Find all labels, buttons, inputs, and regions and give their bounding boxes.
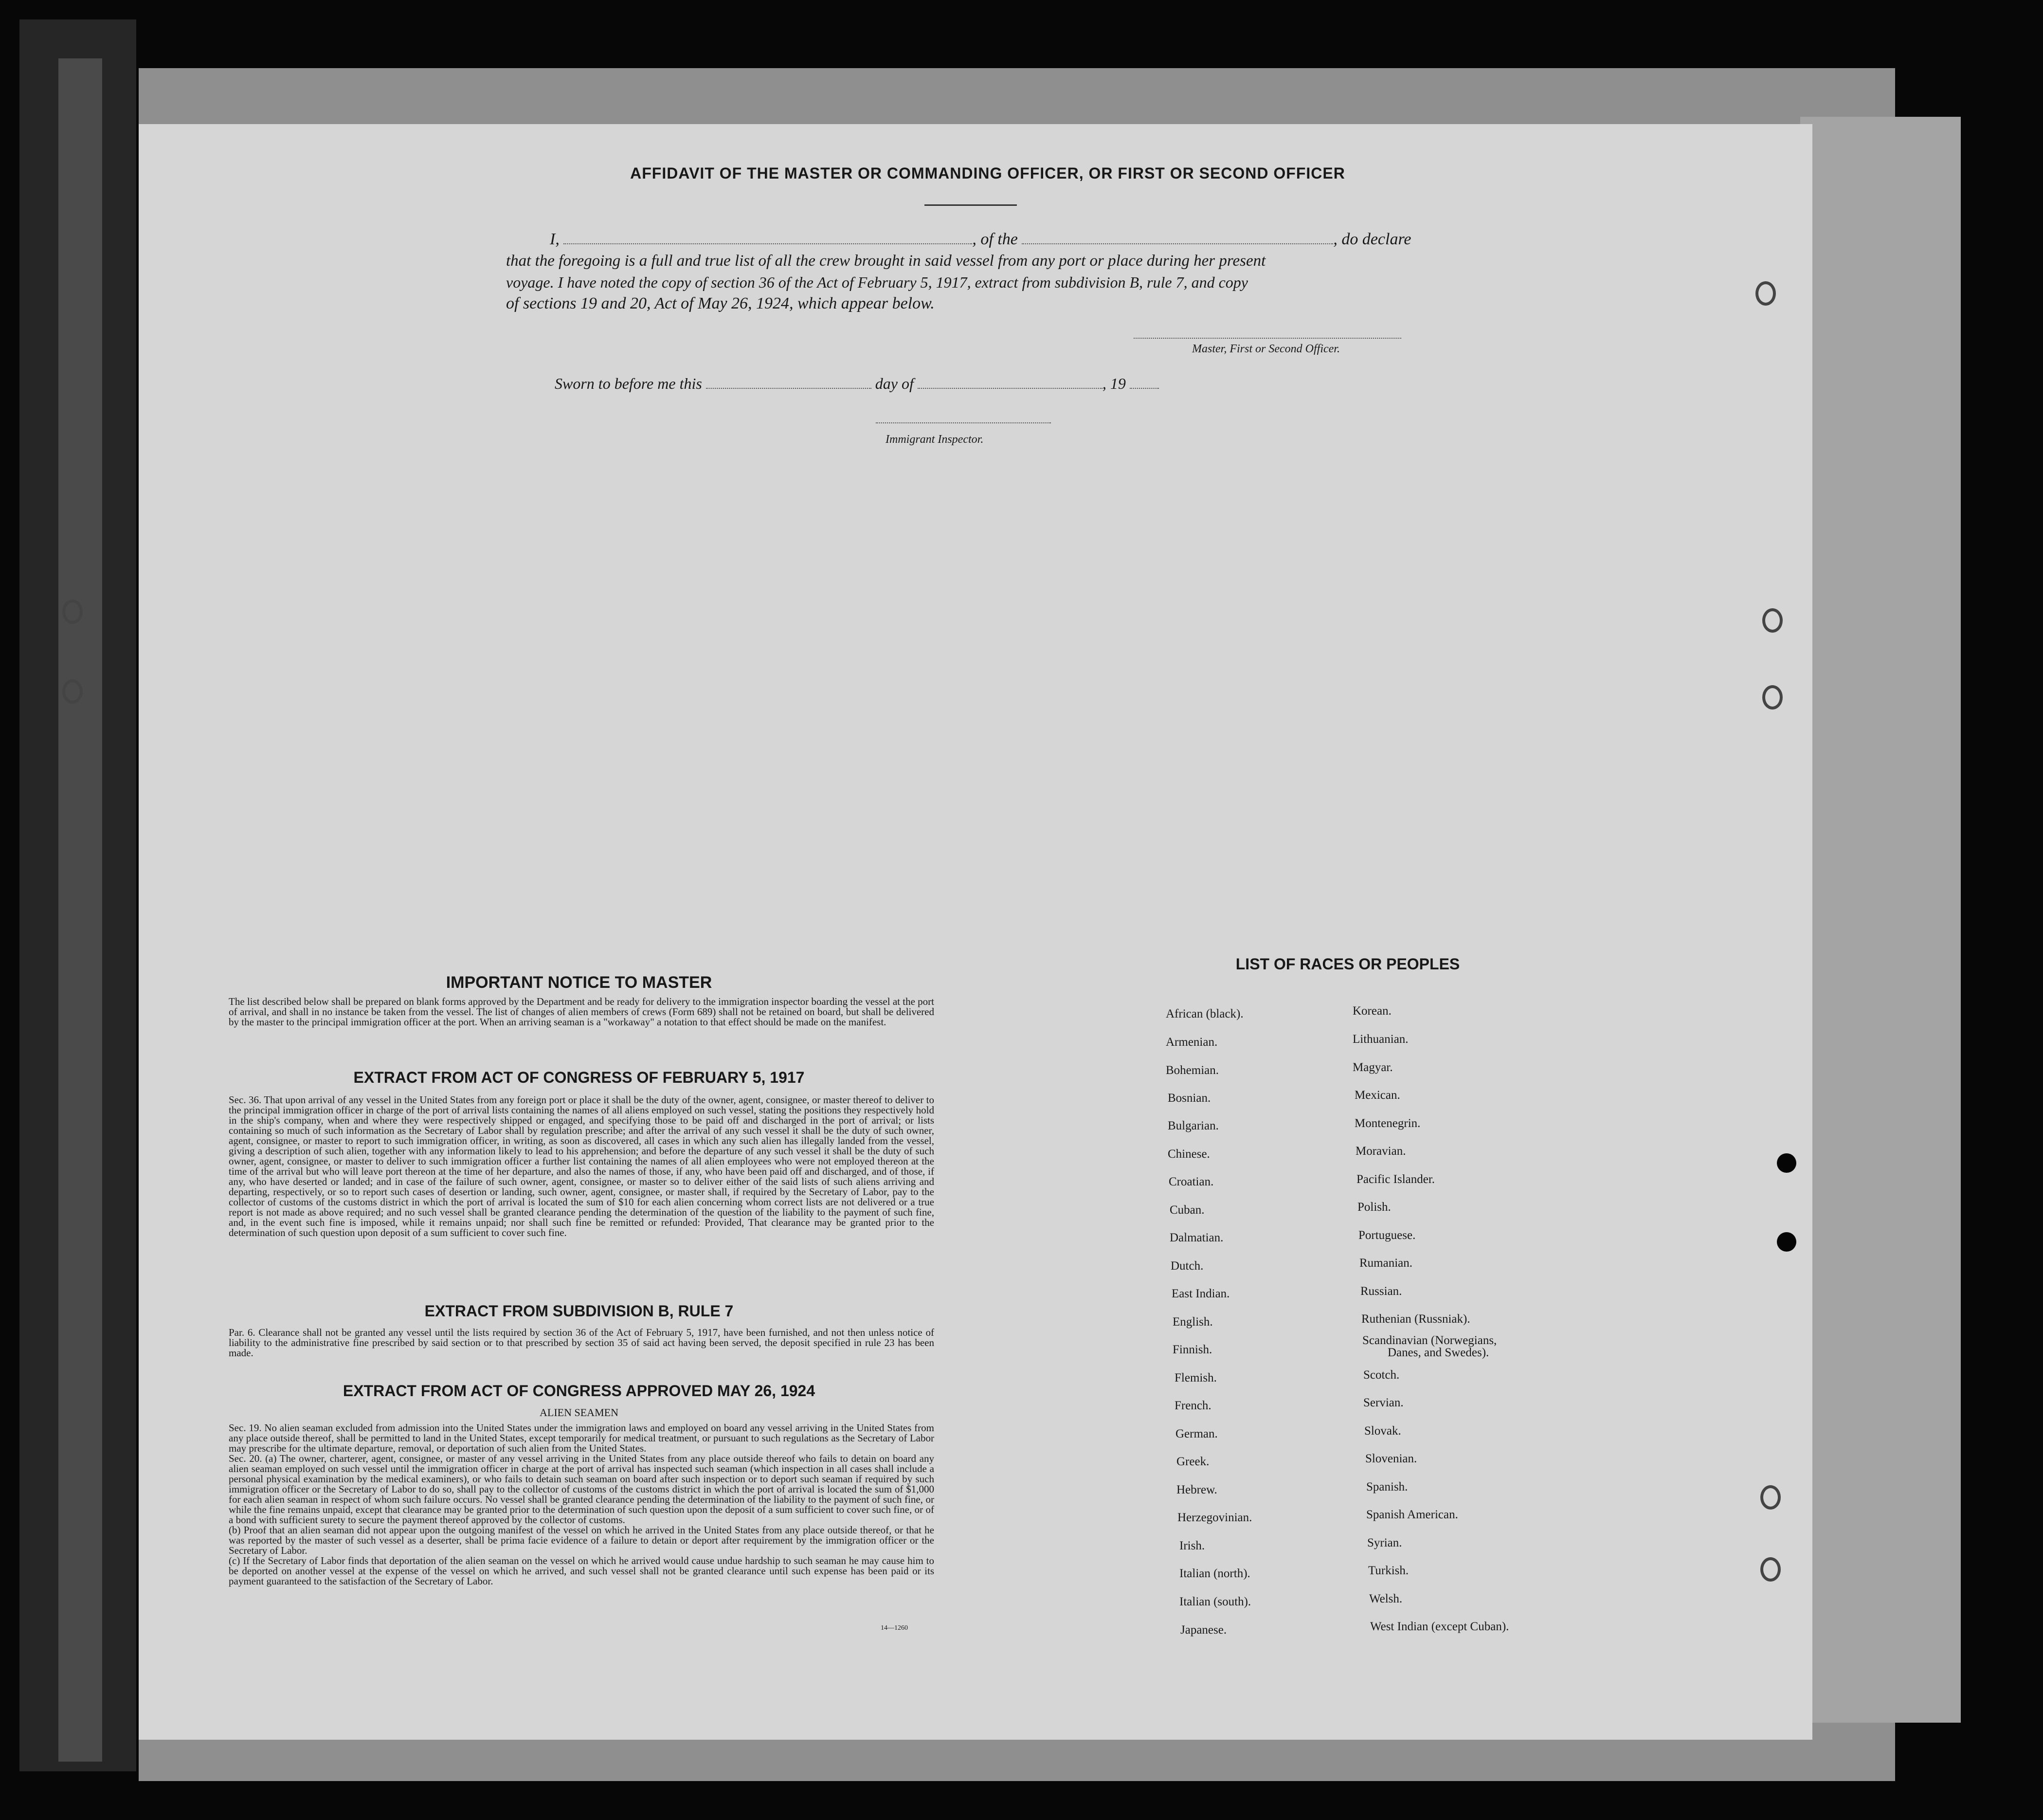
race-item: Portuguese. [1358, 1229, 1416, 1242]
affidavit-line-4: of sections 19 and 20, Act of May 26, 1924, which appear below. [506, 294, 935, 312]
race-item: Armenian. [1166, 1036, 1218, 1049]
race-item: German. [1175, 1427, 1218, 1440]
extract-rule7-title: EXTRACT FROM SUBDIVISION B, RULE 7 [424, 1302, 734, 1320]
race-item: Irish. [1179, 1539, 1205, 1552]
affidavit-i: I, [550, 230, 560, 248]
race-item: Magyar. [1353, 1061, 1393, 1074]
race-item: Korean. [1353, 1004, 1392, 1018]
affidavit-title: AFFIDAVIT OF THE MASTER OR COMMANDING OFFICER, OR FIRST OR SECOND OFFICER [630, 164, 1345, 182]
punch-hole [62, 679, 83, 704]
alien-seamen-heading: ALIEN SEAMEN [540, 1406, 618, 1419]
master-signature-caption: Master, First or Second Officer. [1192, 343, 1340, 355]
sworn-month-blank[interactable] [918, 378, 1103, 389]
race-item: Slovenian. [1365, 1452, 1417, 1465]
extract-1924-title: EXTRACT FROM ACT OF CONGRESS APPROVED MAY 26, 1924 [343, 1382, 815, 1400]
sworn-day-blank[interactable] [706, 378, 871, 389]
race-item: Mexican. [1355, 1089, 1400, 1102]
inspector-signature-line[interactable] [876, 422, 1051, 423]
race-item: Chinese. [1168, 1147, 1210, 1161]
race-item: Scotch. [1363, 1368, 1400, 1382]
title-divider [924, 204, 1017, 206]
extract-1924-text [229, 1423, 934, 1586]
punch-hole [1762, 685, 1783, 710]
race-item: Bulgarian. [1168, 1119, 1219, 1132]
section-20c: (c) If the Secretary of Labor finds that deportation of the alien seaman on the vessel on which he arrived would cause undue hardship to such seaman he may cause him to be deported on another vessel at the expense of the vessel on which he arrived, and such vessel shall not be granted clearance until such expense has been paid or its payment guaranteed to the satisfaction of the Secretary of Labor. [229, 1555, 934, 1587]
race-item: Moravian. [1356, 1145, 1406, 1158]
race-item: Finnish. [1173, 1343, 1212, 1356]
race-item: Lithuanian. [1353, 1033, 1409, 1046]
extract-1917-title: EXTRACT FROM ACT OF CONGRESS OF FEBRUARY 5, 1917 [353, 1069, 805, 1086]
race-item: Turkish. [1368, 1564, 1409, 1577]
race-item: English. [1173, 1315, 1213, 1329]
race-item: Bohemian. [1166, 1064, 1219, 1077]
race-item: Rumanian. [1359, 1256, 1413, 1270]
race-item: Bosnian. [1168, 1092, 1211, 1105]
form-number: 14—1260 [881, 1624, 908, 1632]
race-item: Italian (north). [1179, 1567, 1250, 1580]
races-title: LIST OF RACES OR PEOPLES [1235, 955, 1460, 973]
race-item: French. [1175, 1399, 1211, 1412]
race-item: Syrian. [1367, 1536, 1402, 1549]
race-item: Dutch. [1171, 1259, 1204, 1273]
affidavit-line-3: voyage. I have noted the copy of section 36 of the Act of February 5, 1917, extract from subdivision B, rule 7, and copy [506, 273, 1248, 291]
punch-hole [1762, 608, 1783, 633]
notice-text: The list described below shall be prepared on blank forms approved by the Department and be ready for delivery to the immigration inspector boarding the vessel at the port of arrival, and shall in no instance be taken from the vessel. The list of changes of alien members of crews (Form 689) shall not be retained on board, but shall be delivered by the master to the principal immigration officer at the port. When an arriving seaman is a "workaway" a notation to that effect should be made on the manifest. [229, 996, 934, 1028]
section-20a: Sec. 20. (a) The owner, charterer, agent, consignee, or master of any vessel arriving in the United States from any place outside thereof who fails to detain on board any alien seaman employed on such vessel until the immigration officer in charge at the port of arrival has inspected such seaman (which inspection in all cases shall include a personal physical examination by the medical examiners), or who fails to detain such seaman on board after such inspection or to deport such seaman if required by such immigration officer or the Secretary of Labor to do so, shall pay to the collector of customs of the customs district in which the port of arrival is located the sum of $1,000 for each alien seaman in respect of whom such failure occurs. No vessel shall be granted clearance pending the determination of the liability to the payment of such fine, or while the fine remains unpaid, except that clearance may be granted prior to the determination of such question upon the deposit of a sum sufficient to cover such fine, or of a bond with sufficient surety to secure the payment thereof approved by the collector of customs. [229, 1453, 934, 1526]
race-item: Croatian. [1169, 1175, 1214, 1188]
notice-title: IMPORTANT NOTICE TO MASTER [446, 973, 712, 992]
race-item: Welsh. [1369, 1592, 1403, 1605]
sworn-day-of: day of [875, 375, 914, 392]
race-item: Spanish American. [1366, 1508, 1458, 1521]
race-item: Hebrew. [1176, 1483, 1217, 1496]
extract-1917-text: Sec. 36. That upon arrival of any vessel in the United States from any foreign port or place it shall be the duty of the owner, agent, consignee, or master thereof to deliver to the principal immigration officer in charge of the port of arrival lists containing the names of all aliens employed on such vessel, stating the positions they respectively hold in the ship's company, when and where they were respectively shipped or engaged, and specifying those to be paid off and discharged in the port of arrival; or lists containing so much of such information as the Secretary of Labor shall by regulation prescribe; and after the arrival of any such vessel it shall be the duty of such owner, agent, consignee, or master to report to such immigration officer, in writing, as soon as discovered, all cases in which any such alien has illegally landed from the vessel, giving a description of such alien, together with any information likely to lead to his apprehension; and before the departure of any such vessel it shall be the duty of such owner, agent, consignee, or master to deliver to such immigration officer a further list containing the names of all alien employees who were not employed thereon at the time of the arrival but who will leave port thereon at the time of her departure, and also the names of those, if any, who have been paid off and discharged, and of those, if any, who have deserted or landed; and in case of the failure of such owner, agent, consignee, or master so to deliver either of the said lists of such aliens arriving and departing, respectively, or so to report such cases of desertion or landing, such owner, agent, consignee, or master shall, if required by the Secretary of Labor, pay to the collector of customs of the customs district in which the port of arrival is located the sum of $10 for each alien concerning whom correct lists are not delivered or a true report is not made as above required; and no such vessel shall be granted clearance pending the determination of the question of the liability to the payment of such fine, and, in the event such fine is imposed, while it remains unpaid; nor shall such fine be remitted or refunded: Provided, That clearance may be granted prior to the determination of such question upon deposit of a sum sufficient to cover such fine. [229, 1094, 934, 1238]
affidavit-line-1 [506, 229, 1430, 250]
punch-hole [1760, 1557, 1781, 1582]
section-19: Sec. 19. No alien seaman excluded from admission into the United States under the immigration laws and employed on board any vessel arriving in the United States from any place outside thereof, shall be permitted to land in the United States, except temporarily for medical treatment, or pursuant to such regulations as the Secretary of Labor may prescribe for the ultimate departure, removal, or deportation of such alien from the United States. [229, 1422, 934, 1454]
race-item: Polish. [1357, 1201, 1391, 1214]
affidavit-of-the: , of the [972, 230, 1018, 248]
race-item: Greek. [1176, 1455, 1210, 1468]
race-item: West Indian (except Cuban). [1370, 1620, 1509, 1633]
ink-dot [1777, 1232, 1796, 1252]
race-item: East Indian. [1172, 1287, 1230, 1300]
race-item: Flemish. [1175, 1371, 1217, 1384]
affidavit-do-declare: , do declare [1333, 230, 1411, 248]
punch-hole [62, 600, 83, 624]
ink-dot [1777, 1153, 1796, 1173]
punch-hole [1760, 1485, 1781, 1510]
name-blank[interactable] [563, 234, 972, 244]
race-item: Scandinavian (Norwegians, [1362, 1334, 1497, 1347]
race-item: Herzegovinian. [1177, 1511, 1252, 1524]
race-item: Montenegrin. [1355, 1117, 1421, 1130]
race-item: Spanish. [1366, 1480, 1408, 1493]
master-signature-line[interactable] [1134, 338, 1401, 339]
race-item: Italian (south). [1179, 1595, 1251, 1608]
inspector-signature-caption: Immigrant Inspector. [886, 433, 984, 446]
race-item: Japanese. [1180, 1623, 1227, 1637]
binder-spine [58, 58, 102, 1762]
sworn-year: , 19 [1102, 375, 1126, 392]
race-item: Pacific Islander. [1356, 1173, 1435, 1186]
race-item: Slovak. [1364, 1424, 1401, 1438]
extract-rule7-text: Par. 6. Clearance shall not be granted any vessel until the lists required by section 36 of the Act of February 5, 1917, have been furnished, and not then unless notice of liability to the administrative fine prescribed by said section or to that prescribed by section 35 of said act having been served, the deposit specified in rule 23 has been made. [229, 1327, 934, 1359]
vessel-blank[interactable] [1022, 234, 1333, 244]
sworn-statement [555, 375, 1159, 393]
affidavit-line-2: that the foregoing is a full and true list of all the crew brought in said vessel from any port or place during her present [506, 252, 1266, 270]
race-item: Ruthenian (Russniak). [1361, 1312, 1470, 1326]
affidavit-body [506, 229, 1430, 314]
race-item: Cuban. [1170, 1203, 1205, 1217]
section-20b: (b) Proof that an alien seaman did not appear upon the outgoing manifest of the vessel on which he arrived in the United States from any place outside thereof, or that he was reported by the master of such vessel as a deserter, shall be prima facie evidence of a failure to detain or deport after requirement by the immigration officer or the Secretary of Labor. [229, 1524, 934, 1556]
sworn-year-blank[interactable] [1130, 378, 1159, 389]
punch-hole [1755, 281, 1776, 306]
race-item: Dalmatian. [1170, 1231, 1224, 1244]
race-item: Servian. [1363, 1396, 1404, 1409]
race-item: Russian. [1360, 1285, 1402, 1298]
race-item: African (black). [1166, 1007, 1244, 1020]
sworn-prefix: Sworn to before me this [555, 375, 702, 392]
race-item: Danes, and Swedes). [1388, 1346, 1489, 1359]
underlying-page-edge [1800, 117, 1961, 1723]
